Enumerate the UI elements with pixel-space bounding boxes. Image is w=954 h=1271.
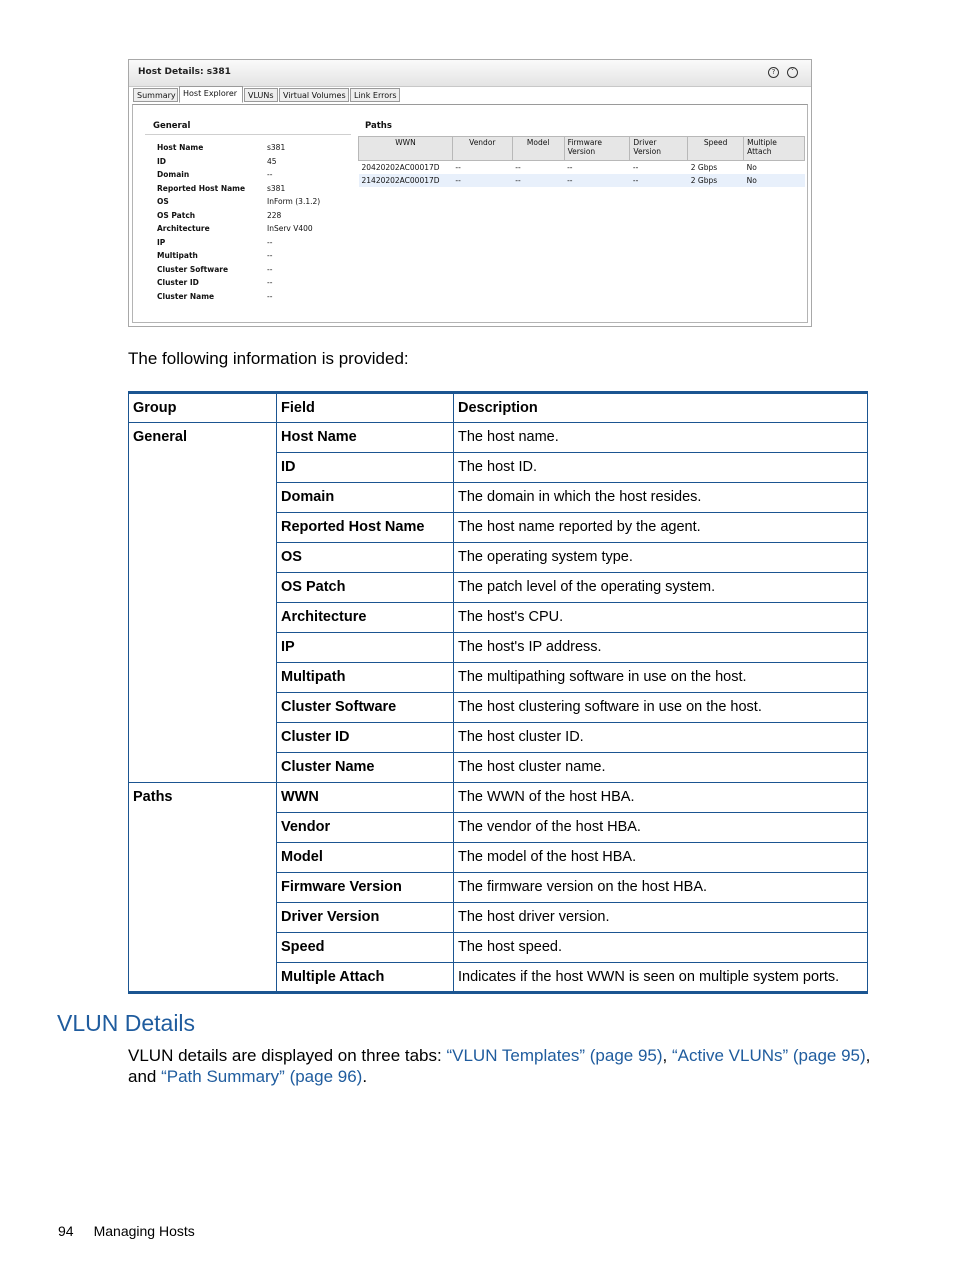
paths-row[interactable] xyxy=(359,161,805,175)
page-number: 94 xyxy=(58,1223,74,1239)
field-cell: Domain xyxy=(277,483,454,513)
field-cell: Model xyxy=(277,843,454,873)
col-speed[interactable]: Speed xyxy=(688,137,744,161)
description-cell: The model of the host HBA. xyxy=(454,843,868,873)
general-row xyxy=(157,292,357,305)
general-value: s381 xyxy=(267,183,286,193)
field-cell: Reported Host Name xyxy=(277,513,454,543)
general-key: Host Name xyxy=(157,143,204,152)
general-key: Architecture xyxy=(157,224,210,233)
general-value: InForm (3.1.2) xyxy=(267,197,321,206)
general-value: InServ V400 xyxy=(267,224,313,233)
field-cell: Architecture xyxy=(277,603,454,633)
description-cell: The host's IP address. xyxy=(454,633,868,663)
paths-cell: -- xyxy=(455,163,461,172)
help-icon[interactable]: ? xyxy=(768,67,779,78)
description-cell: The vendor of the host HBA. xyxy=(454,813,868,843)
para-text: VLUN details are displayed on three tabs: xyxy=(128,1046,447,1065)
general-divider xyxy=(145,134,351,135)
general-key: IP xyxy=(157,237,166,247)
para-end: . xyxy=(362,1067,368,1086)
field-cell: Cluster ID xyxy=(277,723,454,753)
table-header-row xyxy=(129,393,868,423)
paths-cell: -- xyxy=(632,163,639,172)
general-value: -- xyxy=(267,170,273,179)
group-cell: General xyxy=(129,423,277,783)
general-key: Cluster Name xyxy=(157,291,215,301)
general-value: -- xyxy=(267,278,273,287)
link-path-summary[interactable]: “Path Summary” (page 96) xyxy=(161,1067,363,1086)
general-row xyxy=(157,157,357,170)
window-title: Host Details: s381 xyxy=(138,67,231,77)
paths-cell: 20420202AC00017D xyxy=(361,163,440,172)
tab-virtual-volumes[interactable]: Virtual Volumes xyxy=(279,88,349,102)
tab-summary[interactable]: Summary xyxy=(133,88,178,102)
collapse-icon[interactable]: ˅ xyxy=(787,67,798,78)
section-heading: VLUN Details xyxy=(57,1010,196,1036)
paths-cell: 2 Gbps xyxy=(690,163,718,172)
general-key: Cluster Software xyxy=(157,264,229,274)
col-wwn[interactable]: WWN xyxy=(359,137,453,161)
paths-cell: -- xyxy=(567,163,573,172)
general-value: -- xyxy=(267,264,273,274)
paths-cell: -- xyxy=(630,174,688,187)
description-cell: The host ID. xyxy=(454,453,868,483)
description-cell: The operating system type. xyxy=(454,543,868,573)
section-paragraph xyxy=(128,1045,873,1087)
general-row xyxy=(157,143,357,156)
paths-row[interactable] xyxy=(359,174,805,187)
general-value: s381 xyxy=(267,143,286,152)
field-cell: Cluster Software xyxy=(277,693,454,723)
field-cell: IP xyxy=(277,633,454,663)
paths-heading: Paths xyxy=(365,121,392,131)
para-sep: , xyxy=(662,1046,672,1065)
paths-cell: 21420202AC00017D xyxy=(359,174,453,187)
description-cell: The host clustering software in use on the host. xyxy=(454,693,868,723)
paths-cell: No xyxy=(744,174,805,187)
description-cell: The host name reported by the agent. xyxy=(454,513,868,543)
general-value: 228 xyxy=(267,210,282,220)
general-value: -- xyxy=(267,251,273,260)
tab-link-errors[interactable]: Link Errors xyxy=(350,88,400,102)
general-key: OS Patch xyxy=(157,210,196,220)
link-active-vluns[interactable]: “Active VLUNs” (page 95) xyxy=(671,1046,866,1065)
general-value: -- xyxy=(267,291,273,301)
header-field: Field xyxy=(277,393,454,423)
tab-vluns[interactable]: VLUNs xyxy=(244,88,278,102)
field-cell: Host Name xyxy=(277,423,454,453)
general-row xyxy=(157,224,357,237)
host-details-screenshot xyxy=(128,59,812,327)
general-row xyxy=(157,265,357,278)
field-cell: Driver Version xyxy=(277,903,454,933)
general-value: -- xyxy=(267,237,273,247)
col-firmware[interactable]: Firmware Version xyxy=(564,137,630,161)
description-cell: The host cluster name. xyxy=(454,753,868,783)
table-row xyxy=(129,783,868,813)
col-vendor[interactable]: Vendor xyxy=(452,137,512,161)
general-row xyxy=(157,170,357,183)
description-cell: The host speed. xyxy=(454,933,868,963)
field-cell: Firmware Version xyxy=(277,873,454,903)
description-cell: The host driver version. xyxy=(454,903,868,933)
col-multiple-attach[interactable]: Multiple Attach xyxy=(744,137,805,161)
field-cell: Multipath xyxy=(277,663,454,693)
description-cell: The patch level of the operating system. xyxy=(454,573,868,603)
paths-cell: 2 Gbps xyxy=(688,174,744,187)
general-key: Multipath xyxy=(157,251,198,260)
description-cell: The multipathing software in use on the host. xyxy=(454,663,868,693)
description-cell: The firmware version on the host HBA. xyxy=(454,873,868,903)
general-heading: General xyxy=(153,121,191,131)
group-cell: Paths xyxy=(129,783,277,993)
field-cell: OS Patch xyxy=(277,573,454,603)
field-cell: Multiple Attach xyxy=(277,963,454,993)
general-row xyxy=(157,197,357,210)
general-key: ID xyxy=(157,156,167,166)
field-cell: OS xyxy=(277,543,454,573)
paths-cell: -- xyxy=(512,174,564,187)
general-row xyxy=(157,278,357,291)
col-model[interactable]: Model xyxy=(512,137,564,161)
description-cell: The host's CPU. xyxy=(454,603,868,633)
general-row xyxy=(157,184,357,197)
general-key: OS xyxy=(157,197,169,206)
paths-cell: -- xyxy=(564,174,630,187)
field-cell: WWN xyxy=(277,783,454,813)
field-cell: ID xyxy=(277,453,454,483)
paths-header-row xyxy=(359,137,805,161)
general-row xyxy=(157,211,357,224)
page-footer xyxy=(58,1223,195,1239)
description-cell: The host cluster ID. xyxy=(454,723,868,753)
general-key: Reported Host Name xyxy=(157,183,246,193)
field-cell: Vendor xyxy=(277,813,454,843)
general-row xyxy=(157,238,357,251)
fields-table xyxy=(128,391,868,994)
description-cell: The host name. xyxy=(454,423,868,453)
general-key: Domain xyxy=(157,170,190,179)
general-value: 45 xyxy=(267,156,277,166)
description-cell: The WWN of the host HBA. xyxy=(454,783,868,813)
para-sep: , and xyxy=(128,1046,871,1086)
header-description: Description xyxy=(454,393,868,423)
general-key: Cluster ID xyxy=(157,278,199,287)
header-group: Group xyxy=(129,393,277,423)
paths-table xyxy=(358,136,805,187)
col-driver[interactable]: Driver Version xyxy=(630,137,688,161)
window-titlebar xyxy=(129,60,811,87)
description-cell: The domain in which the host resides. xyxy=(454,483,868,513)
general-row xyxy=(157,251,357,264)
description-cell: Indicates if the host WWN is seen on multiple system ports. xyxy=(454,963,868,993)
link-vlun-templates[interactable]: “VLUN Templates” (page 95) xyxy=(446,1046,663,1065)
footer-title: Managing Hosts xyxy=(93,1223,195,1239)
paths-cell: -- xyxy=(452,174,512,187)
paths-cell: No xyxy=(746,163,757,172)
intro-text: The following information is provided: xyxy=(128,349,409,368)
paths-cell: -- xyxy=(515,163,521,172)
field-cell: Speed xyxy=(277,933,454,963)
field-cell: Cluster Name xyxy=(277,753,454,783)
tab-host-explorer[interactable]: Host Explorer xyxy=(179,86,243,103)
table-row xyxy=(129,423,868,453)
